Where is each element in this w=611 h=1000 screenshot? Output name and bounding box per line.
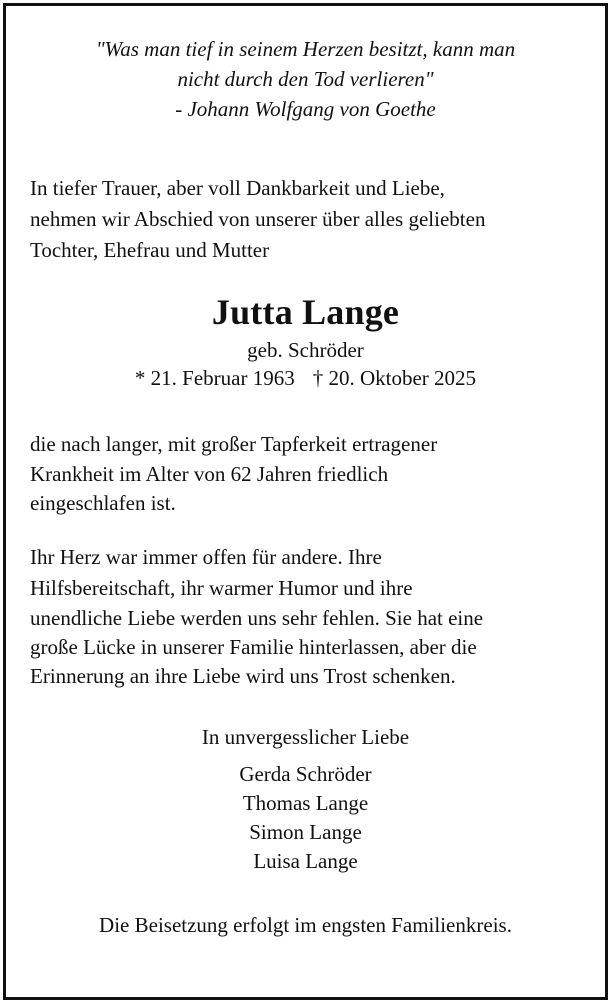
life-dates [0,364,611,393]
deceased-name: Jutta Lange [211,292,400,332]
closing-phrase: In unvergesslicher Liebe [201,725,410,749]
passing-line-3: eingeschlafen ist. [30,491,176,515]
intro-line-3: Tochter, Ehefrau und Mutter [30,238,270,262]
birth-date: * 21. Februar 1963 [134,366,295,390]
death-date: † 20. Oktober 2025 [312,366,477,390]
intro-line-1: In tiefer Trauer, aber voll Dankbarkeit und Liebe, [30,176,445,200]
quote-line-1: "Was man tief in seinem Herzen besitzt, kann man [95,37,516,61]
birth-name: geb. Schröder [247,338,364,362]
intro-line-2: nehmen wir Abschied von unserer über alles geliebten [30,207,486,231]
quote-author: - Johann Wolfgang von Goethe [175,97,436,121]
tribute-line-1: Ihr Herz war immer offen für andere. Ihre [30,545,382,569]
passing-line-1: die nach langer, mit großer Tapferkeit ertragener [30,432,438,456]
mourner-name: Luisa Lange [253,849,358,873]
tribute-line-2: Hilfsbereitschaft, ihr warmer Humor und ihre [30,576,413,600]
mourner-name: Gerda Schröder [239,762,372,786]
tribute-line-5: Erinnerung an ihre Liebe wird uns Trost schenken. [30,664,456,688]
tribute-line-3: unendliche Liebe werden uns sehr fehlen. Sie hat eine [30,606,484,630]
passing-line-2: Krankheit im Alter von 62 Jahren friedlich [30,462,389,486]
mourner-name: Thomas Lange [242,791,369,815]
mourner-name: Simon Lange [249,820,362,844]
funeral-note: Die Beisetzung erfolgt im engsten Familienkreis. [99,913,512,937]
tribute-line-4: große Lücke in unserer Familie hinterlassen, aber die [30,635,477,659]
quote-line-2: nicht durch den Tod verlieren" [177,67,434,91]
